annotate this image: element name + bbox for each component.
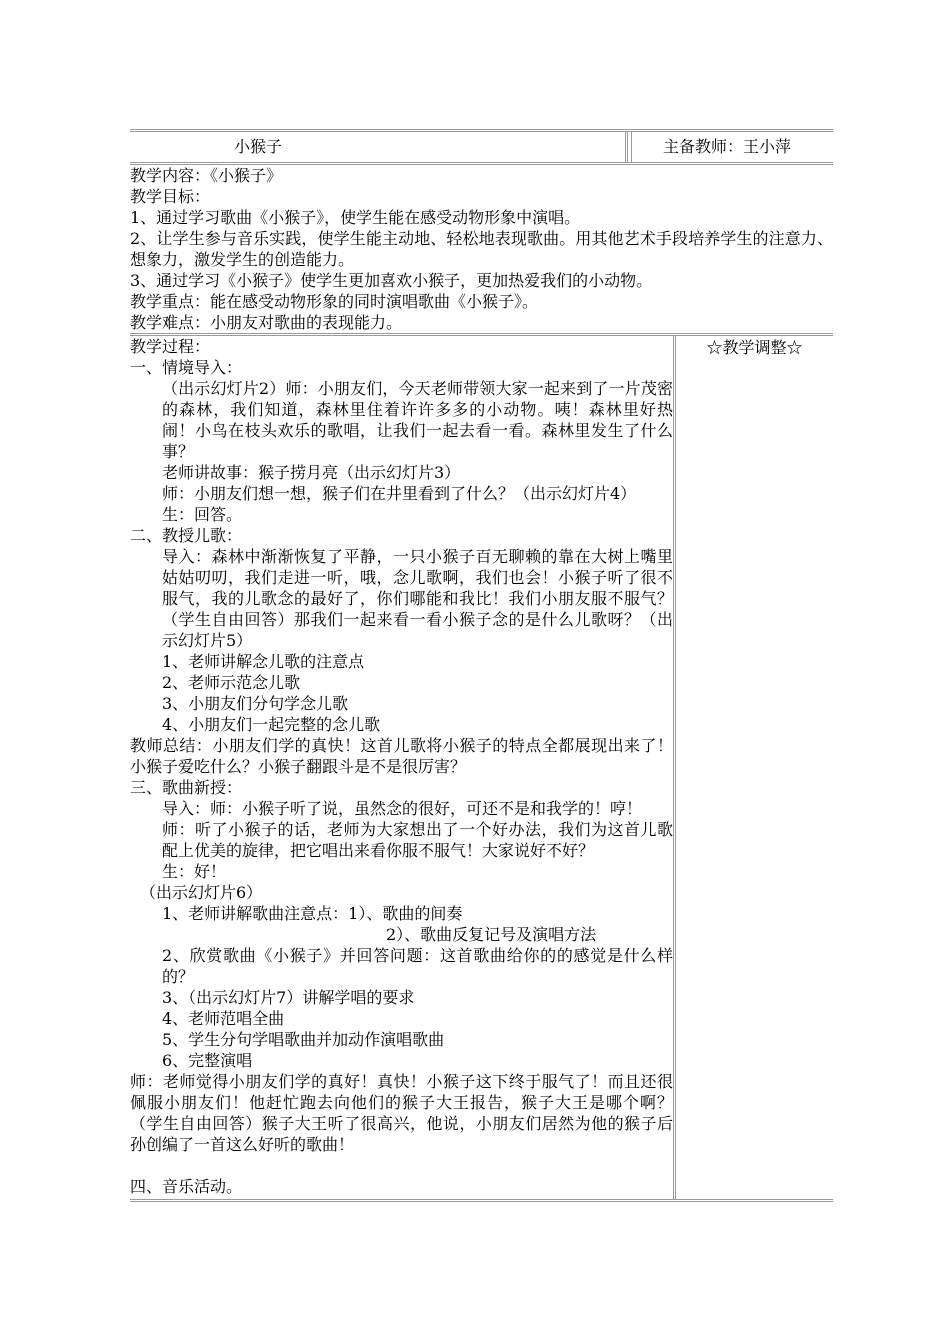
process-paragraph: 生：好！ — [162, 862, 227, 881]
process-paragraph: 导入：森林中渐渐恢复了平静，一只小猴子百无聊赖的靠在大树上嘴里姑姑叨叨，我们走进一听，哦，念儿歌啊，我们也会！小猴子听了很不服气，我的儿歌念的最好了，你们哪能和我比！我们小朋友服不服气？（学生自由回答）那我们一起来看一看小猴子念的是什么儿歌呀？（出示幻灯片5） — [162, 547, 673, 650]
goal-line: 教学目标： — [130, 187, 211, 206]
process-paragraph: 师：听了小猴子的话，老师为大家想出了一个好办法，我们为这首儿歌配上优美的旋律，把它唱出来看你服不服气！大家说好不好？ — [162, 820, 673, 860]
process-paragraph: 1、老师讲解歌曲注意点：1）、歌曲的间奏 — [162, 904, 463, 923]
process-paragraph: 师：小朋友们想一想，猴子们在井里看到了什么？（出示幻灯片4） — [162, 484, 637, 503]
process-paragraph: 5、学生分句学唱歌曲并加动作演唱歌曲 — [162, 1030, 445, 1049]
goal-line: 2、让学生参与音乐实践，使学生能主动地、轻松地表现歌曲。用其他艺术手段培养学生的注意力、想象力，激发学生的创造能力。 — [130, 229, 833, 269]
process-paragraph: 2）、歌曲反复记号及演唱方法 — [386, 925, 597, 944]
teaching-process — [130, 336, 676, 1199]
goal-line: 教学重点：能在感受动物形象的同时演唱歌曲《小猴子》。 — [130, 292, 539, 311]
lesson-title: 小猴子 — [130, 132, 628, 162]
process-paragraph: 4、老师范唱全曲 — [162, 1009, 285, 1028]
process-paragraph: 老师讲故事：猴子捞月亮（出示幻灯片3） — [162, 463, 461, 482]
process-paragraph: 三、歌曲新授： — [130, 778, 243, 797]
process-paragraph: （出示幻灯片6） — [140, 883, 263, 902]
header-row — [130, 129, 833, 165]
process-paragraph: 导入：师：小猴子听了说，虽然念的很好，可还不是和我学的！哼！ — [162, 799, 643, 818]
process-paragraph: 四、音乐活动。 — [130, 1177, 243, 1196]
process-paragraph: 生：回答。 — [162, 505, 243, 524]
adjustment-column — [676, 336, 833, 1199]
lesson-plan-document — [130, 129, 833, 1202]
goal-line: 1、通过学习歌曲《小猴子》，使学生能在感受动物形象中演唱。 — [130, 208, 581, 227]
process-paragraph: 2、欣赏歌曲《小猴子》并回答问题：这首歌曲给你的的感觉是什么样的？ — [162, 946, 673, 986]
process-paragraph: 一、情境导入： — [130, 358, 243, 377]
process-paragraph: 师：老师觉得小朋友们学的真好！真快！小猴子这下终于服气了！而且还很佩服小朋友们！他赶忙跑去向他们的猴子大王报告，猴子大王是哪个啊？（学生自由回答）猴子大王听了很高兴，他说，小朋友们居然为他的猴子后孙创编了一首这么好听的歌曲！ — [130, 1072, 673, 1154]
process-paragraph: 3、小朋友们分句学念儿歌 — [162, 694, 349, 713]
teaching-goals-section — [130, 165, 833, 336]
process-paragraph — [130, 1155, 673, 1176]
process-paragraph: 2、老师示范念儿歌 — [162, 673, 301, 692]
lead-teacher: 主备教师：王小萍 — [631, 132, 833, 162]
adjustment-title: ☆教学调整☆ — [706, 338, 803, 357]
process-row — [130, 336, 833, 1202]
process-paragraph: （出示幻灯片2）师：小朋友们，今天老师带领大家一起来到了一片茂密的森林，我们知道，森林里住着许许多多的小动物。咦！森林里好热闹！小鸟在枝头欢乐的歌唱，让我们一起去看一看。森林里发生了什么事？ — [162, 379, 673, 461]
process-paragraph: 二、教授儿歌： — [130, 526, 243, 545]
process-paragraph: 3、（出示幻灯片7）讲解学唱的要求 — [162, 988, 415, 1007]
process-paragraph: 4、小朋友们一起完整的念儿歌 — [162, 715, 381, 734]
process-paragraph: 1、老师讲解念儿歌的注意点 — [162, 652, 365, 671]
process-paragraph: 6、完整演唱 — [162, 1051, 253, 1070]
goal-line: 教学内容：《小猴子》 — [130, 166, 283, 185]
goal-line: 3、通过学习《小猴子》使学生更加喜欢小猴子，更加热爱我们的小动物。 — [130, 271, 653, 290]
process-paragraph: 教师总结：小朋友们学的真快！这首儿歌将小猴子的特点全都展现出来了！小猴子爱吃什么？小猴子翻跟斗是不是很厉害？ — [130, 736, 673, 776]
process-paragraph: 教学过程： — [130, 337, 211, 356]
goal-line: 教学难点：小朋友对歌曲的表现能力。 — [130, 313, 403, 332]
